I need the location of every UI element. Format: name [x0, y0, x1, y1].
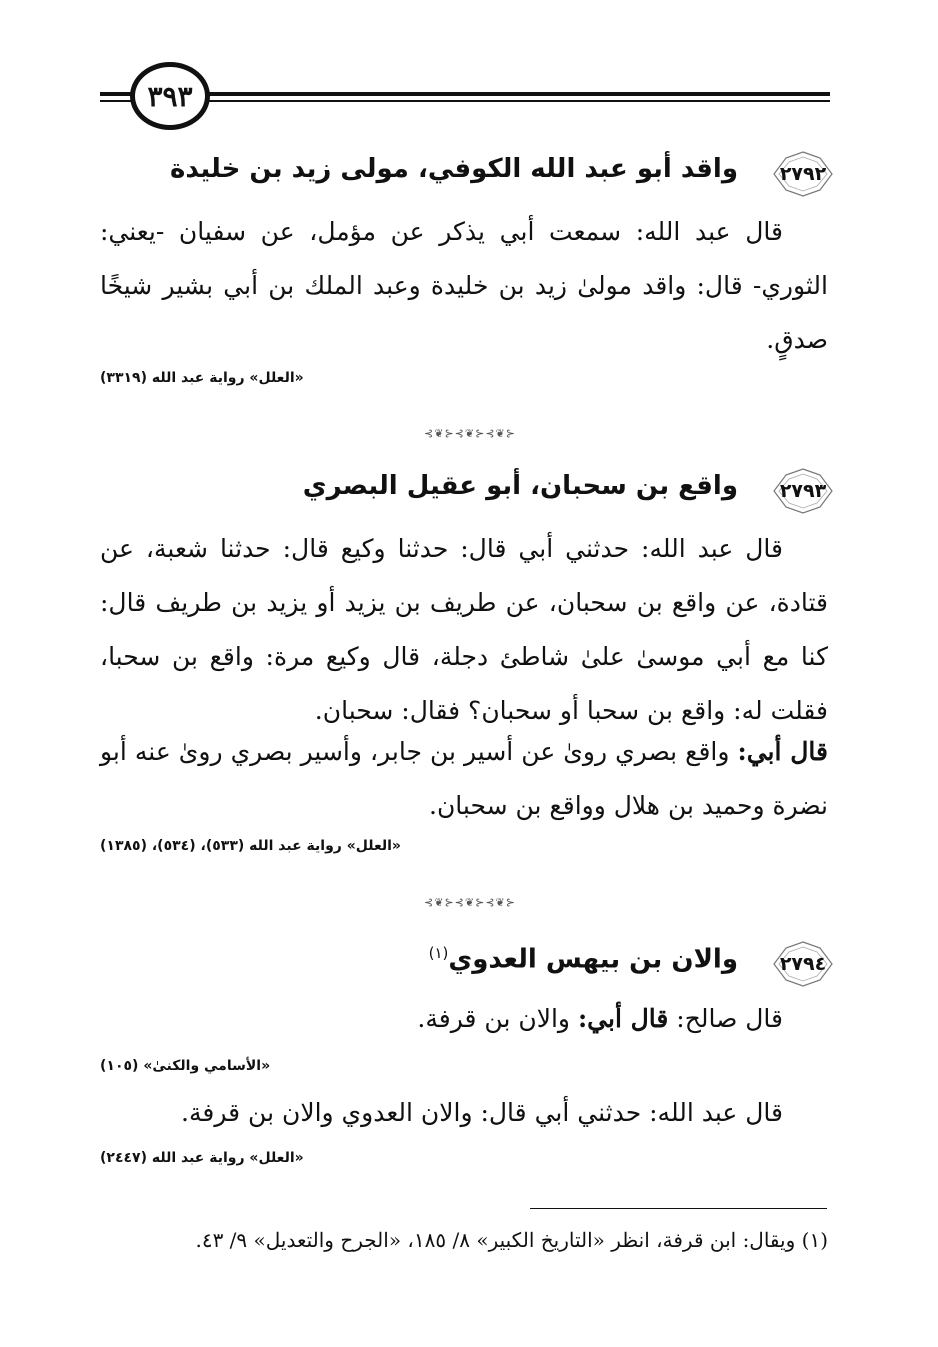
entry-title	[429, 944, 738, 975]
footnote: (١) ويقال: ابن قرفة، انظر «التاريخ الكبير» ٨/ ١٨٥، «الجرح والتعديل» ٩/ ٤٣.	[195, 1228, 828, 1252]
entry-paragraph: قال عبد الله: حدثني أبي قال: والان العدوي والان بن قرفة.	[181, 1098, 783, 1127]
bold-lead: قال أبي:	[577, 1004, 669, 1033]
section-separator: ⊰❦⊱⊰❦⊱⊰❦⊱	[424, 426, 516, 440]
entry-source: «العلل» رواية عبد الله (٣٣١٩)	[100, 370, 304, 386]
entry-header	[100, 150, 838, 200]
footnote-marker: (١)	[428, 944, 449, 962]
entry-header	[100, 467, 838, 517]
bold-lead: قال أبي:	[737, 737, 829, 766]
entry-paragraph	[100, 992, 828, 1046]
paragraph-prefix: قال صالح:	[668, 1004, 783, 1033]
entry-title: واقع بن سحبان، أبو عقيل البصري	[302, 471, 738, 501]
entry-source: «العلل» رواية عبد الله (٥٣٣)، (٥٣٤)، (١٣٨٥)	[100, 838, 401, 854]
entry-number: ٢٧٩٢	[779, 163, 827, 185]
footnote-rule	[530, 1208, 827, 1209]
page-number: ٣٩٣	[130, 62, 210, 130]
entry-number: ٢٧٩٣	[779, 480, 827, 502]
entry-source: «الأسامي والكنىٰ» (١٠٥)	[100, 1058, 271, 1074]
section-separator: ⊰❦⊱⊰❦⊱⊰❦⊱	[424, 895, 516, 909]
entry-paragraph	[100, 725, 828, 833]
entry-number-badge	[768, 467, 838, 515]
entry-header	[100, 940, 838, 990]
entry-paragraph: قال عبد الله: حدثني أبي قال: حدثنا وكيع قال: حدثنا شعبة، عن قتادة، عن واقع بن سحبان، عن طريف بن يزيد أو يزيد بن طريف قال: كنا مع أبي موسىٰ علىٰ شاطئ دجلة، قال وكيع مرة: واقع بن سحبا، فقلت له: واقع بن سحبا أو سحبان؟ فقال: سحبان.	[100, 534, 828, 725]
entry-paragraph: قال عبد الله: سمعت أبي يذكر عن مؤمل، عن سفيان -يعني: الثوري- قال: واقد مولىٰ زيد بن خليدة وعبد الملك بن أبي بشير شيخًا صدقٍ.	[100, 217, 828, 354]
entry-title: واقد أبو عبد الله الكوفي، مولى زيد بن خليدة	[170, 154, 738, 184]
entry-number: ٢٧٩٤	[779, 953, 827, 975]
entry-number-badge	[768, 940, 838, 988]
paragraph-text: واقع بصري روىٰ عن أسير بن جابر، وأسير بصري روىٰ عنه أبو نضرة وحميد بن هلال وواقع بن سحبان.	[100, 737, 828, 820]
title-text: والان بن بيهس العدوي	[448, 944, 738, 975]
paragraph-text: والان بن قرفة.	[417, 1004, 578, 1033]
entry-source: «العلل» رواية عبد الله (٢٤٤٧)	[100, 1150, 304, 1166]
entry-number-badge	[768, 150, 838, 198]
